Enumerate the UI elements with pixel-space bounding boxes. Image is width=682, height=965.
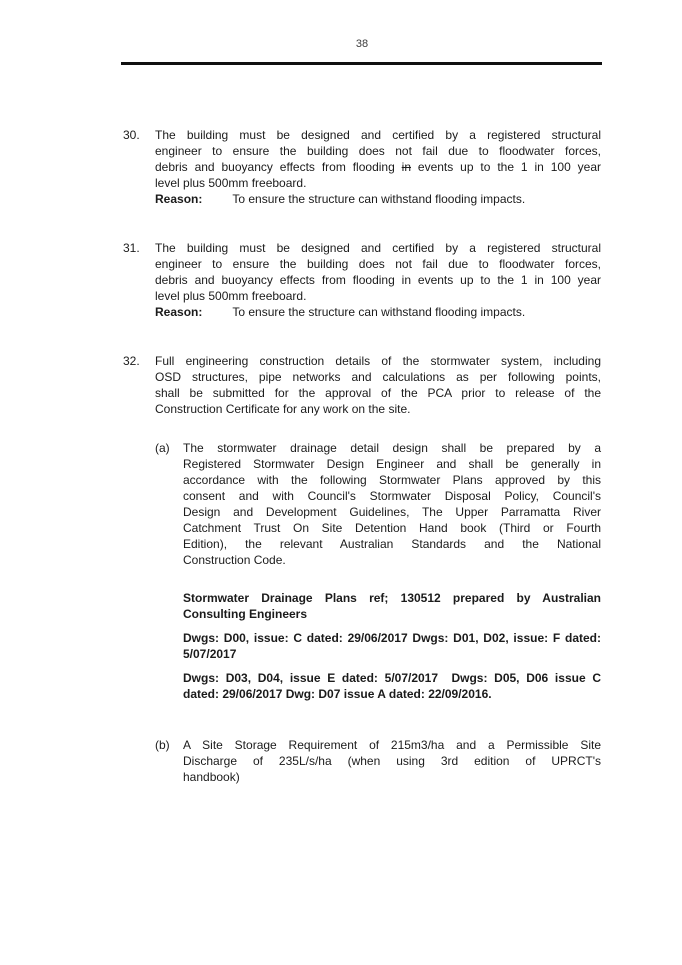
text-line: Full engineering construction details of the stormwater system, including (155, 354, 601, 368)
subitem-b (155, 737, 601, 785)
header-rule (121, 62, 602, 65)
drawing-reference-block (183, 670, 601, 702)
condition-body (155, 240, 601, 320)
text-line: handbook) (183, 770, 240, 784)
reason-line (155, 304, 601, 320)
subitem-marker: (b) (155, 738, 170, 752)
text-line: Discharge of 235L/s/ha (when using 3rd edition of UPRCT's (183, 754, 601, 768)
text-line: Dwgs: D00, issue: C dated: 29/06/2017 Dwgs: D01, D02, issue: F dated: (183, 631, 601, 645)
drawing-reference-block (183, 590, 601, 622)
text-line: level plus 500mm freeboard. (155, 289, 307, 303)
condition-body (155, 353, 601, 785)
text-segment: debris and buoyancy effects from flooding (155, 160, 402, 174)
text-line: A Site Storage Requirement of 215m3/ha and a Permissible Site (183, 738, 601, 752)
text-line: The building must be designed and certified by a registered structural (155, 128, 601, 142)
subitem-body (183, 737, 601, 785)
reason-label: Reason: (155, 305, 203, 319)
text-line: consent and with Council's Stormwater Disposal Policy, Council's (183, 489, 601, 503)
subitem-marker: (a) (155, 441, 170, 455)
text-line: Dwgs: D03, D04, issue E dated: 5/07/2017 Dwgs: D05, D06 issue C (183, 671, 601, 685)
text-line: Consulting Engineers (183, 607, 308, 621)
condition-31 (123, 240, 601, 320)
page-number: 38 (355, 38, 369, 50)
condition-body (155, 127, 601, 207)
reason-line (155, 191, 601, 207)
text-line: Stormwater Drainage Plans ref; 130512 prepared by Australian (183, 591, 601, 605)
text-line: Construction Code. (183, 553, 286, 567)
text-line: OSD structures, pipe networks and calculations as per following points, (155, 370, 601, 384)
text-line: 5/07/2017 (183, 647, 237, 661)
text-line: engineer to ensure the building does not fail due to floodwater forces, (155, 257, 601, 271)
text-line: level plus 500mm freeboard. (155, 176, 307, 190)
text-line: Registered Stormwater Design Engineer and shall be generally in (183, 457, 601, 471)
condition-30 (123, 127, 601, 207)
condition-32 (123, 353, 601, 785)
text-line: Edition), the relevant Australian Standards and the National (183, 537, 601, 551)
condition-number: 30. (123, 128, 140, 142)
subitem-body (183, 440, 601, 702)
drawing-reference-block (183, 630, 601, 662)
text-line: The stormwater drainage detail design shall be prepared by a (183, 441, 601, 455)
text-line: Design and Development Guidelines, The Upper Parramatta River (183, 505, 601, 519)
reason-text: To ensure the structure can withstand flooding impacts. (232, 192, 526, 206)
page-content (123, 127, 601, 785)
text-line: debris and buoyancy effects from flooding in events up to the 1 in 100 year (155, 273, 601, 287)
text-line: Catchment Trust On Site Detention Hand book (Third or Fourth (183, 521, 601, 535)
text-line-with-strike (155, 159, 601, 175)
reason-label: Reason: (155, 192, 203, 206)
struck-word: in (401, 160, 411, 174)
text-line: Construction Certificate for any work on the site. (155, 402, 411, 416)
text-line: dated: 29/06/2017 Dwg: D07 issue A dated: 22/09/2016. (183, 687, 492, 701)
text-segment: events up to the 1 in 100 year (411, 160, 601, 174)
subitem-a (155, 440, 601, 702)
reason-text: To ensure the structure can withstand flooding impacts. (232, 305, 526, 319)
text-line: engineer to ensure the building does not fail due to floodwater forces, (155, 144, 601, 158)
text-line: The building must be designed and certified by a registered structural (155, 241, 601, 255)
condition-number: 31. (123, 241, 140, 255)
condition-number: 32. (123, 354, 140, 368)
text-line: accordance with the following Stormwater Plans approved by this (183, 473, 601, 487)
text-line: shall be submitted for the approval of the PCA prior to release of the (155, 386, 601, 400)
